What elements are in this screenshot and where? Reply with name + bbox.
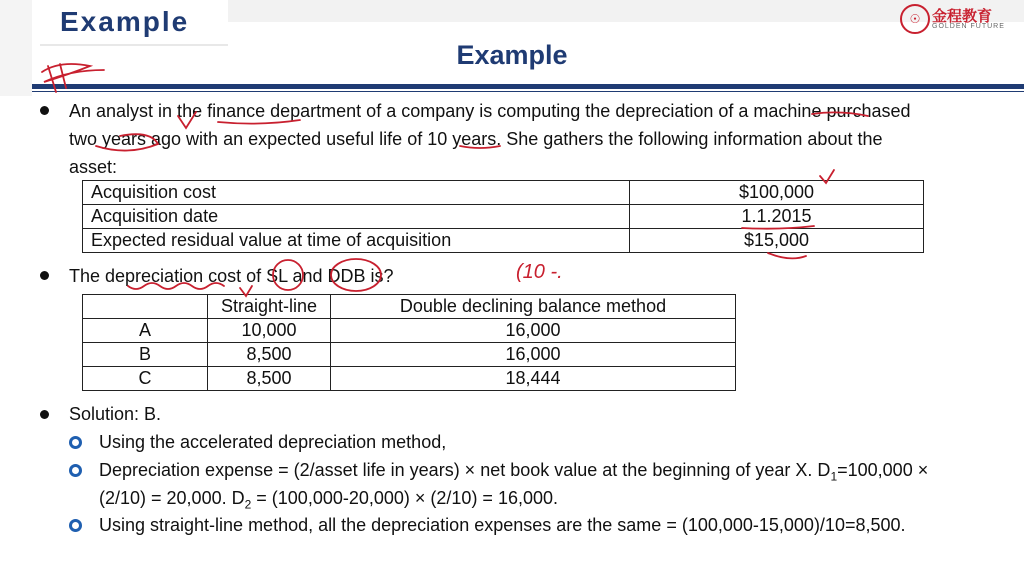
subscript: 2 (244, 497, 252, 512)
formula-text: Depreciation expense = (2/asset life in years) × net book value at the beginning of year X. D (99, 460, 831, 480)
table-row (83, 319, 736, 343)
title-rule-thin (32, 91, 1024, 92)
logo-subtitle: GOLDEN FUTURE (932, 23, 1005, 30)
corner-title: Example (60, 6, 190, 37)
underline-mark (768, 253, 806, 258)
asset-info-table (82, 180, 924, 253)
brand-logo (900, 4, 1010, 34)
table-cell: $15,000 (630, 229, 924, 253)
table-cell: 16,000 (331, 319, 736, 343)
table-row (83, 181, 924, 205)
question-line-3: asset: (69, 157, 118, 177)
formula-text: = (100,000-20,000) × (2/10) = 16,000. (251, 488, 559, 508)
table-cell: Expected residual value at time of acquisition (83, 229, 630, 253)
table-cell: 8,500 (208, 343, 331, 367)
bullet-icon (40, 106, 49, 115)
formula-text: (2/10) = 20,000. D (99, 488, 245, 508)
table-cell: 10,000 (208, 319, 331, 343)
solution-title: Solution: B. (69, 404, 162, 424)
bullet-icon (40, 410, 49, 419)
table-cell: 18,444 (331, 367, 736, 391)
circle-bullet-icon (69, 519, 82, 532)
title-rule (32, 84, 1024, 89)
logo-name: 金程教育 (932, 8, 993, 25)
table-header-row (83, 295, 736, 319)
subscript: 1 (830, 469, 838, 484)
answer-choices-table (82, 294, 736, 391)
solution-point-1: Using the accelerated depreciation method, (99, 432, 447, 452)
question-2: The depreciation cost of SL and DDB is? (69, 266, 394, 286)
bullet-icon (40, 271, 49, 280)
table-cell: 1.1.2015 (630, 205, 924, 229)
table-row (83, 229, 924, 253)
table-cell: A (83, 319, 208, 343)
logo-emblem-icon: ☉ (900, 4, 930, 34)
formula-text: =100,000 × (837, 460, 929, 480)
question-line-2: two years ago with an expected useful life of 10 years. She gathers the following information about the (69, 129, 883, 149)
table-cell: Acquisition cost (83, 181, 630, 205)
table-cell: B (83, 343, 208, 367)
table-header-cell (83, 295, 208, 319)
slide-title: Example (456, 40, 568, 70)
table-row (83, 367, 736, 391)
solution-point-3: Using straight-line method, all the depreciation expenses are the same = (100,000-15,000)/10=8,500. (99, 515, 906, 535)
circle-bullet-icon (69, 436, 82, 449)
circle-bullet-icon (69, 464, 82, 477)
table-cell: 16,000 (331, 343, 736, 367)
table-cell: C (83, 367, 208, 391)
table-row (83, 205, 924, 229)
question-line-1: An analyst in the finance department of a company is computing the depreciation of a machine purchased (69, 101, 911, 121)
handwritten-note: (10 -. (516, 261, 563, 283)
table-header-cell: Straight-line (208, 295, 331, 319)
table-header-cell: Double declining balance method (331, 295, 736, 319)
table-cell: $100,000 (630, 181, 924, 205)
table-cell: Acquisition date (83, 205, 630, 229)
table-cell: 8,500 (208, 367, 331, 391)
table-row (83, 343, 736, 367)
